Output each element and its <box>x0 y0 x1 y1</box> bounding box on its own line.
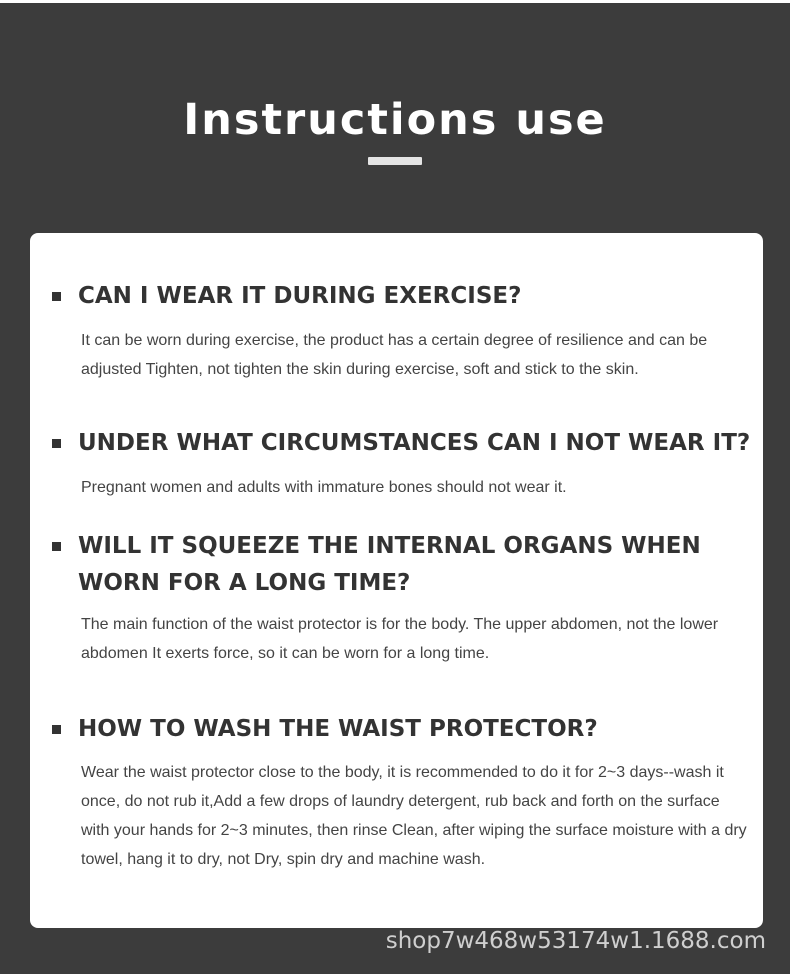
title-underline <box>368 157 422 165</box>
square-bullet-icon <box>52 439 61 448</box>
square-bullet-icon <box>52 542 61 551</box>
faq-answer: Wear the waist protector close to the body, it is recommended to do it for 2~3 days--wash it once, do not rub it,Add a few drops of laundry detergent, rub back and forth on the surface with your hands for 2~3 minutes, then rinse Clean, after wiping the surface moisture with a dry towel, hang it to dry, not Dry, spin dry and machine wash. <box>81 764 747 868</box>
faq-question: CAN I WEAR IT DURING EXERCISE? <box>78 283 522 309</box>
shop-url-watermark: shop7w468w53174w1.1688.com <box>385 928 766 954</box>
top-border-strip <box>0 0 790 3</box>
square-bullet-icon <box>52 725 61 734</box>
faq-question: WILL IT SQUEEZE THE INTERNAL ORGANS WHEN WORN FOR A LONG TIME? <box>78 533 701 596</box>
square-bullet-icon <box>52 292 61 301</box>
faq-answer: The main function of the waist protector is for the body. The upper abdomen, not the lower abdomen It exerts force, so it can be worn for a long time. <box>81 616 719 662</box>
page-title: Instructions use <box>183 95 607 145</box>
faq-answer: It can be worn during exercise, the product has a certain degree of resilience and can be adjusted Tighten, not tighten the skin during exercise, soft and stick to the skin. <box>81 332 708 378</box>
faq-answer: Pregnant women and adults with immature bones should not wear it. <box>81 479 567 496</box>
faq-question: UNDER WHAT CIRCUMSTANCES CAN I NOT WEAR IT? <box>78 430 751 456</box>
faq-question: HOW TO WASH THE WAIST PROTECTOR? <box>78 716 598 742</box>
faq-card <box>30 233 763 928</box>
